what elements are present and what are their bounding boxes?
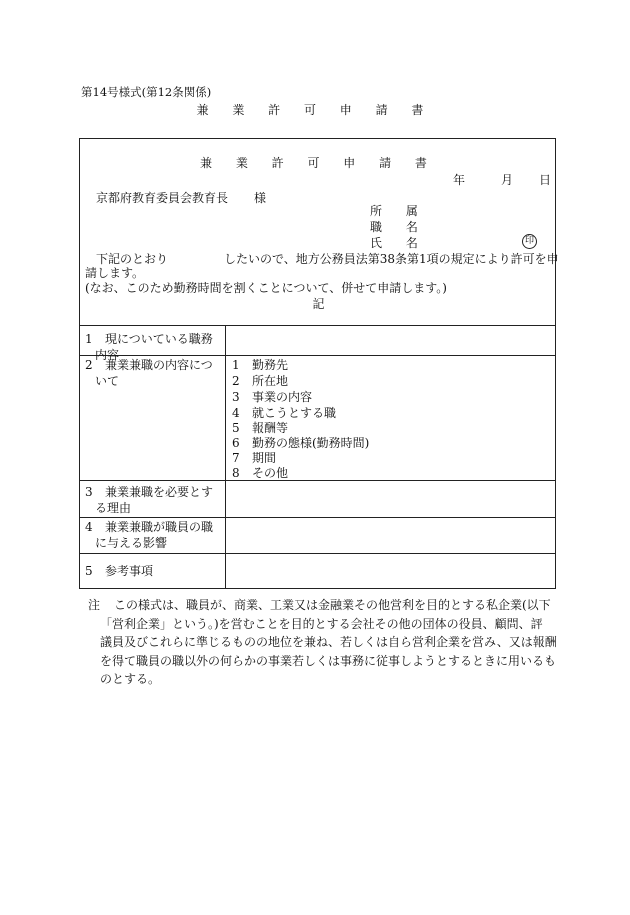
affiliation-field [370,202,428,219]
year-label: 年 [453,173,466,187]
list-item: 7 期間 [232,451,277,465]
table-divider [80,480,555,481]
table-divider [80,325,555,326]
page-title: 兼 業 許 可 申 請 書 [196,103,434,117]
seal-icon: 印 [522,234,537,249]
day-label: 日 [539,173,552,187]
list-item: 4 就こうとする職 [232,406,337,420]
table-row-label: 4 兼業兼職が職員の職 に与える影響 [85,520,214,550]
month-label: 月 [501,173,514,187]
table-row-label: 1 現についている職務 内容 [85,332,213,362]
position-label: 職 名 [370,220,428,234]
name-field [370,234,428,251]
application-form [79,138,559,589]
note-line: 「営利企業」という。)を営むことを目的とする会社その他の団体の役員、顧問、評 [100,616,543,631]
table-divider [80,553,555,554]
table-row-label: 5 参考事項 [85,564,154,578]
list-item: 8 その他 [232,466,289,480]
list-item: 1 勤務先 [232,358,289,372]
note-line: を得て職員の職以外の何らかの事業若しくは事務に従事しようとするときに用いるも [100,653,557,668]
list-item: 2 所在地 [232,374,289,388]
note-line: のとする。 [100,672,161,686]
table-row-label: 3 兼業兼職を必要とす る理由 [85,485,214,515]
affiliation-label: 所 属 [370,204,428,218]
request-text-line2: 請します。 [85,266,145,280]
request-text-line1 [96,250,559,267]
form-number: 第14号様式(第12条関係) [81,85,212,99]
table-column-divider [225,325,226,589]
list-item: 3 事業の内容 [232,390,313,404]
addressee: 京都府教育委員会教育長 [96,191,229,205]
form-title: 兼 業 許 可 申 請 書 [200,156,437,170]
list-item: 6 勤務の態様(勤務時間) [232,436,370,450]
note-line: この様式は、職員が、商業、工業又は金融業その他営利を目的とする私企業(以下 [114,598,551,612]
table-divider [80,517,555,518]
honorific: 様 [254,191,267,205]
request-text-a: 下記のとおり [96,252,169,266]
name-label: 氏 名 [370,236,428,250]
note-line: 議員及びこれらに準じるものの地位を兼ね、若しくは自ら営利企業を営み、又は報酬 [100,635,557,649]
table-row-label: 2 兼業兼職の内容につ いて [85,358,213,388]
request-text-b: したいので、地方公務員法第38条第1項の規定により許可を申 [224,252,559,266]
position-field [370,218,428,235]
date-line [453,171,551,188]
ki-heading: 記 [312,297,325,311]
list-item: 5 報酬等 [232,421,289,435]
note-mark: 注 [88,598,101,612]
footnote [88,596,560,689]
request-text-line3: (なお、このため勤務時間を割くことについて、併せて申請します。) [85,281,447,295]
